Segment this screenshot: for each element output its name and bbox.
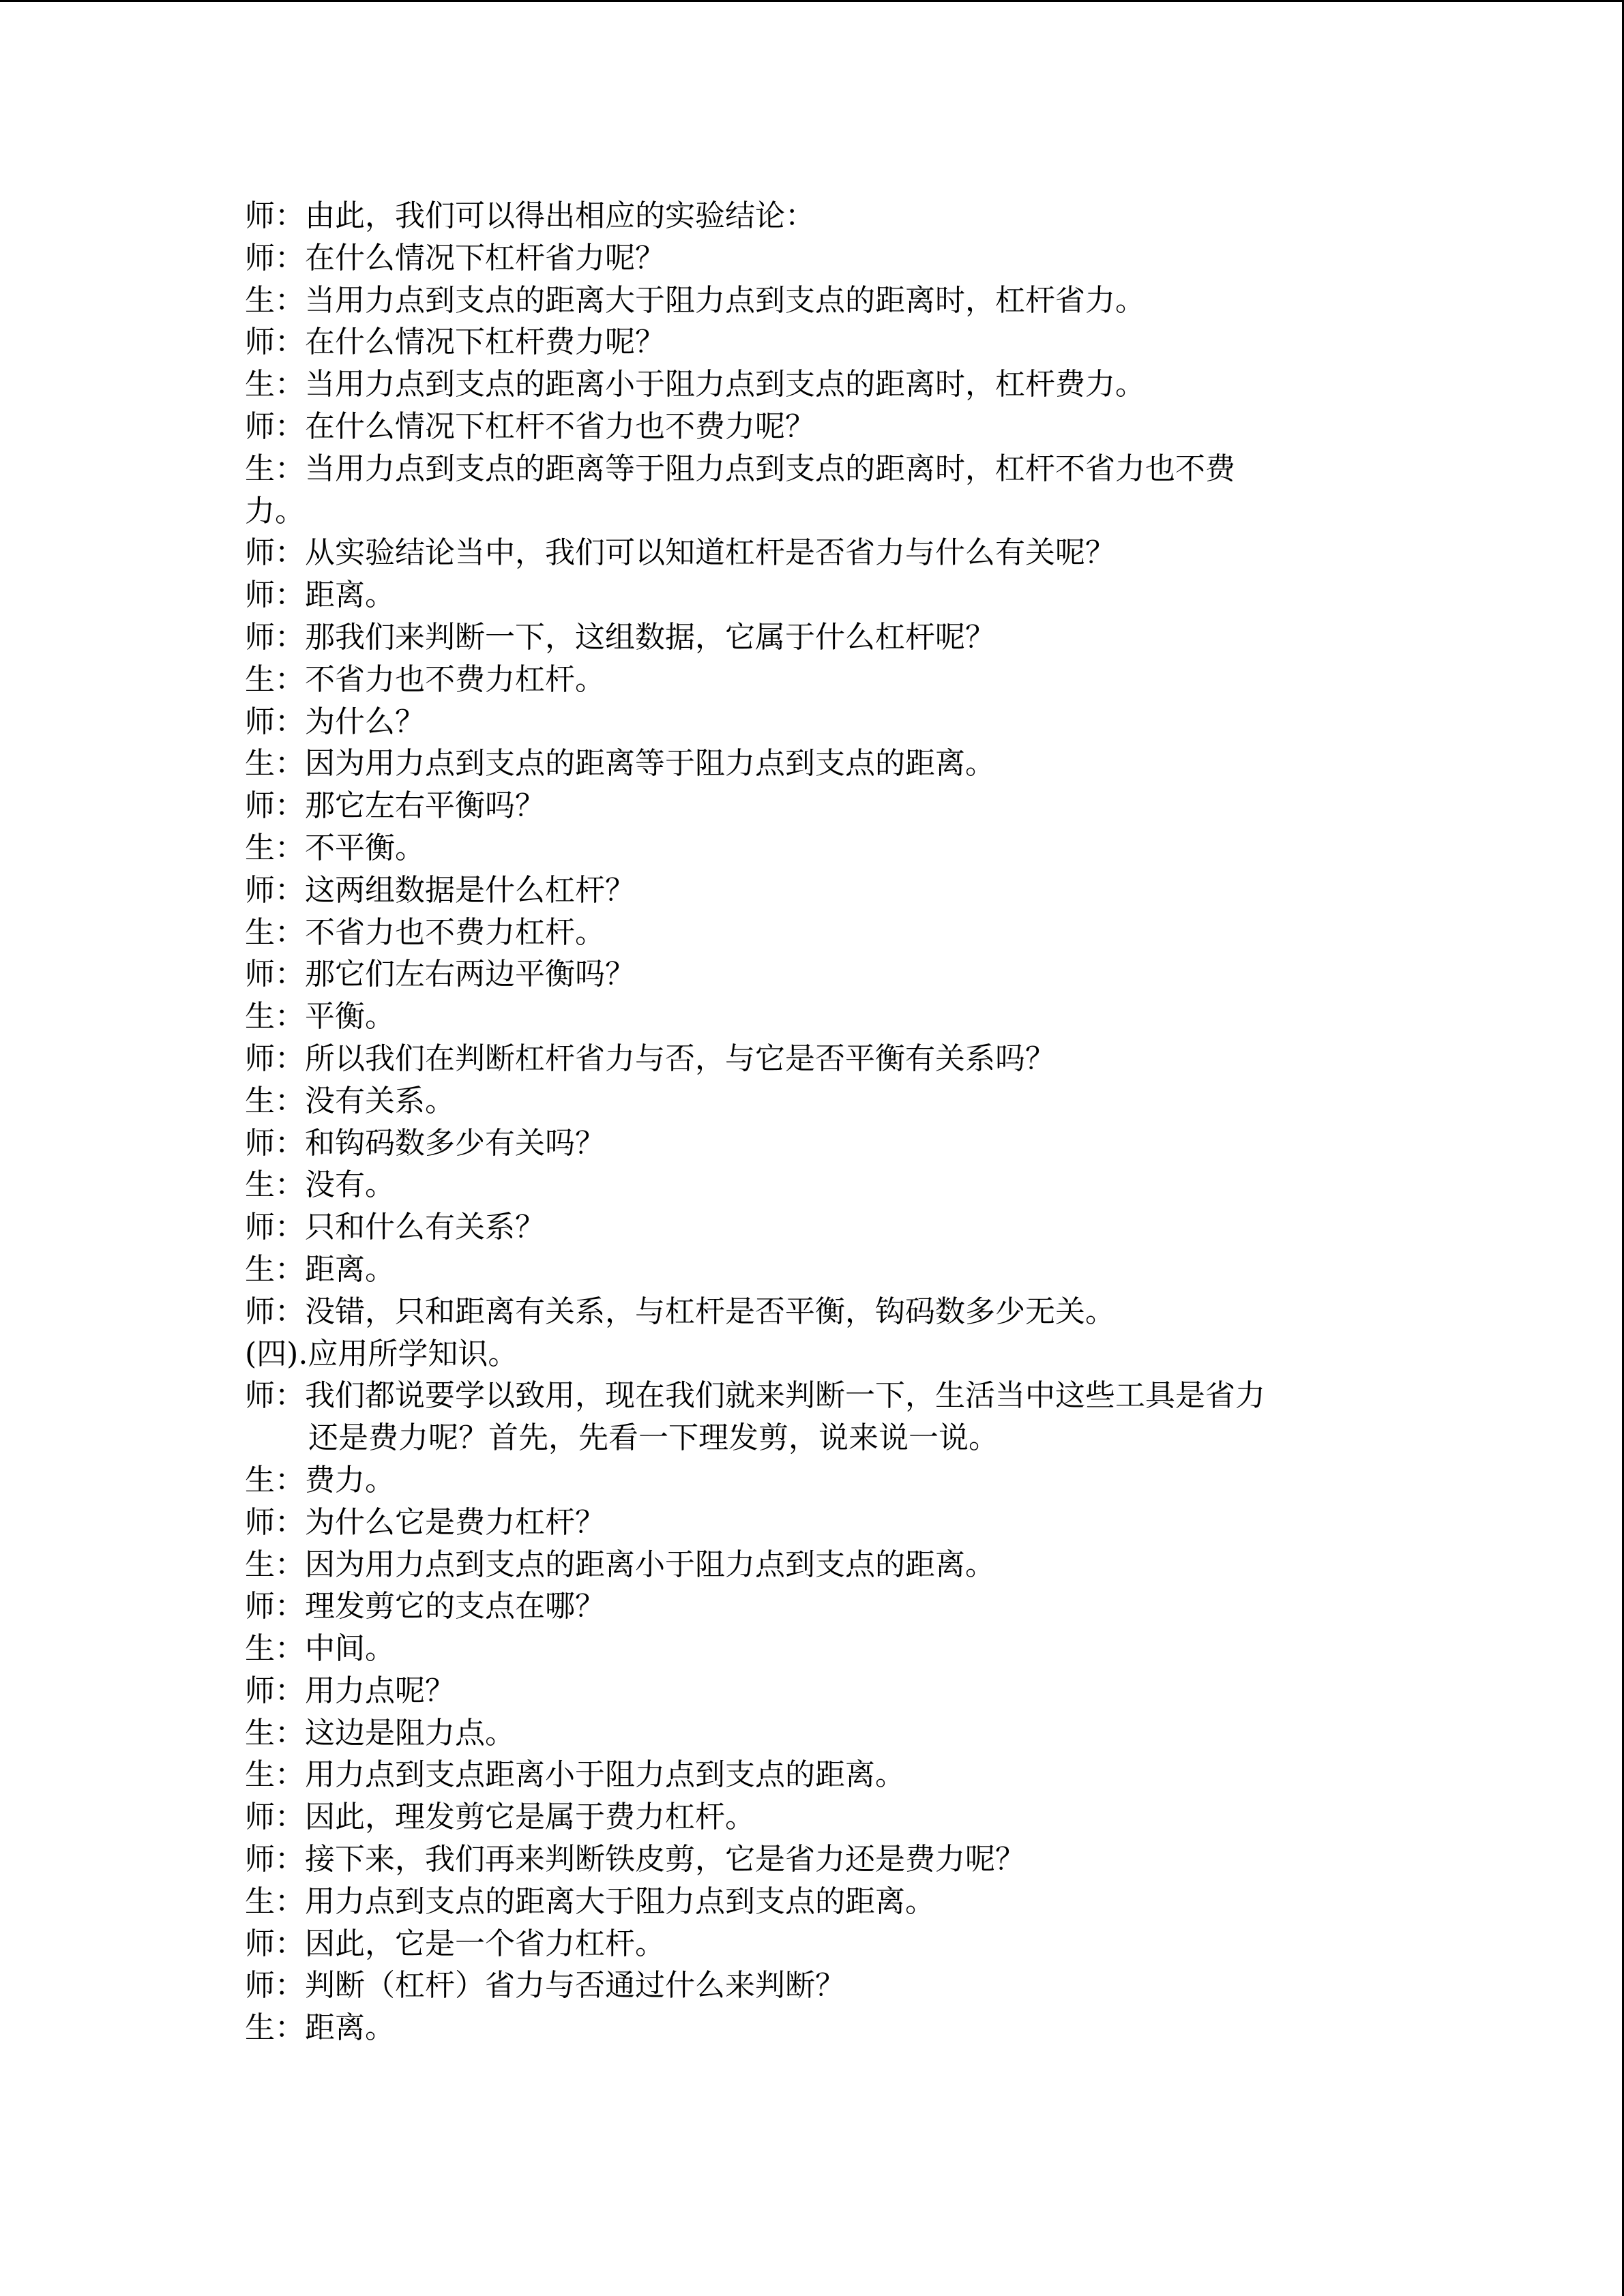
text-line: 师：在什么情况下杠杆省力呢？ xyxy=(245,240,665,275)
text-line: 师：那我们来判断一下，这组数据，它属于什么杠杆呢？ xyxy=(245,619,995,655)
text-line: 生：用力点到支点距离小于阻力点到支点的距离。 xyxy=(245,1757,905,1793)
text-line: 生：平衡。 xyxy=(245,999,395,1034)
text-line: 生：不平衡。 xyxy=(245,830,425,865)
text-line: 师：在什么情况下杠杆不省力也不费力呢？ xyxy=(245,408,815,444)
text-line: 师：这两组数据是什么杠杆？ xyxy=(245,872,635,908)
top-border-rule xyxy=(0,0,1624,2)
text-line: 生：用力点到支点的距离大于阻力点到支点的距离。 xyxy=(245,1883,935,1919)
text-line: 生：费力。 xyxy=(245,1462,395,1497)
text-line: 师：为什么它是费力杠杆？ xyxy=(245,1504,605,1540)
text-line: 生：中间。 xyxy=(245,1631,395,1667)
text-line: 师：距离。 xyxy=(245,578,395,613)
text-line: 生：距离。 xyxy=(245,1251,395,1287)
text-line: 师：接下来，我们再来判断铁皮剪，它是省力还是费力呢？ xyxy=(245,1842,1025,1877)
text-line: 师：那它左右平衡吗？ xyxy=(245,788,545,824)
text-line: 生：当用力点到支点的距离等于阻力点到支点的距离时，杠杆不省力也不费 xyxy=(245,451,1235,486)
text-line: 师：和钩码数多少有关吗？ xyxy=(245,1125,605,1161)
text-line: 师：只和什么有关系？ xyxy=(245,1210,545,1245)
document-body xyxy=(245,195,1377,2049)
text-line: 师：为什么？ xyxy=(245,704,425,739)
text-line: 师：用力点呢？ xyxy=(245,1673,455,1708)
text-line: (四).应用所学知识。 xyxy=(245,1336,518,1371)
text-line: 生：不省力也不费力杠杆。 xyxy=(245,661,605,697)
text-line: 师：从实验结论当中，我们可以知道杠杆是否省力与什么有关呢？ xyxy=(245,535,1115,571)
text-line: 师：那它们左右两边平衡吗？ xyxy=(245,957,635,992)
text-line: 生：当用力点到支点的距离大于阻力点到支点的距离时，杠杆省力。 xyxy=(245,282,1145,318)
text-line: 还是费力呢？首先，先看一下理发剪，说来说一说。 xyxy=(308,1420,999,1456)
text-line: 生：这边是阻力点。 xyxy=(245,1715,515,1750)
text-line: 师：在什么情况下杠杆费力呢？ xyxy=(245,325,665,360)
text-line: 生：没有。 xyxy=(245,1167,395,1203)
text-line: 师：由此，我们可以得出相应的实验结论： xyxy=(245,198,815,233)
text-line: 生：因为用力点到支点的距离小于阻力点到支点的距离。 xyxy=(245,1547,995,1582)
text-line: 生：没有关系。 xyxy=(245,1083,455,1118)
text-line: 师：我们都说要学以致用，现在我们就来判断一下，生活当中这些工具是省力 xyxy=(245,1378,1265,1414)
text-line: 师：因此，它是一个省力杠杆。 xyxy=(245,1926,665,1961)
text-line: 生：当用力点到支点的距离小于阻力点到支点的距离时，杠杆费力。 xyxy=(245,367,1145,402)
text-line: 生：不省力也不费力杠杆。 xyxy=(245,914,605,950)
text-line: 师：没错，只和距离有关系，与杠杆是否平衡，钩码数多少无关。 xyxy=(245,1294,1115,1329)
text-line: 力。 xyxy=(245,493,305,528)
text-line: 师：判断（杠杆）省力与否通过什么来判断？ xyxy=(245,1968,845,2003)
text-line: 师：因此，理发剪它是属于费力杠杆。 xyxy=(245,1800,755,1835)
text-line: 师：所以我们在判断杠杆省力与否，与它是否平衡有关系吗？ xyxy=(245,1041,1055,1076)
text-line: 生：距离。 xyxy=(245,2010,395,2046)
text-line: 师：理发剪它的支点在哪？ xyxy=(245,1589,605,1624)
text-line: 生：因为用力点到支点的距离等于阻力点到支点的距离。 xyxy=(245,746,995,781)
